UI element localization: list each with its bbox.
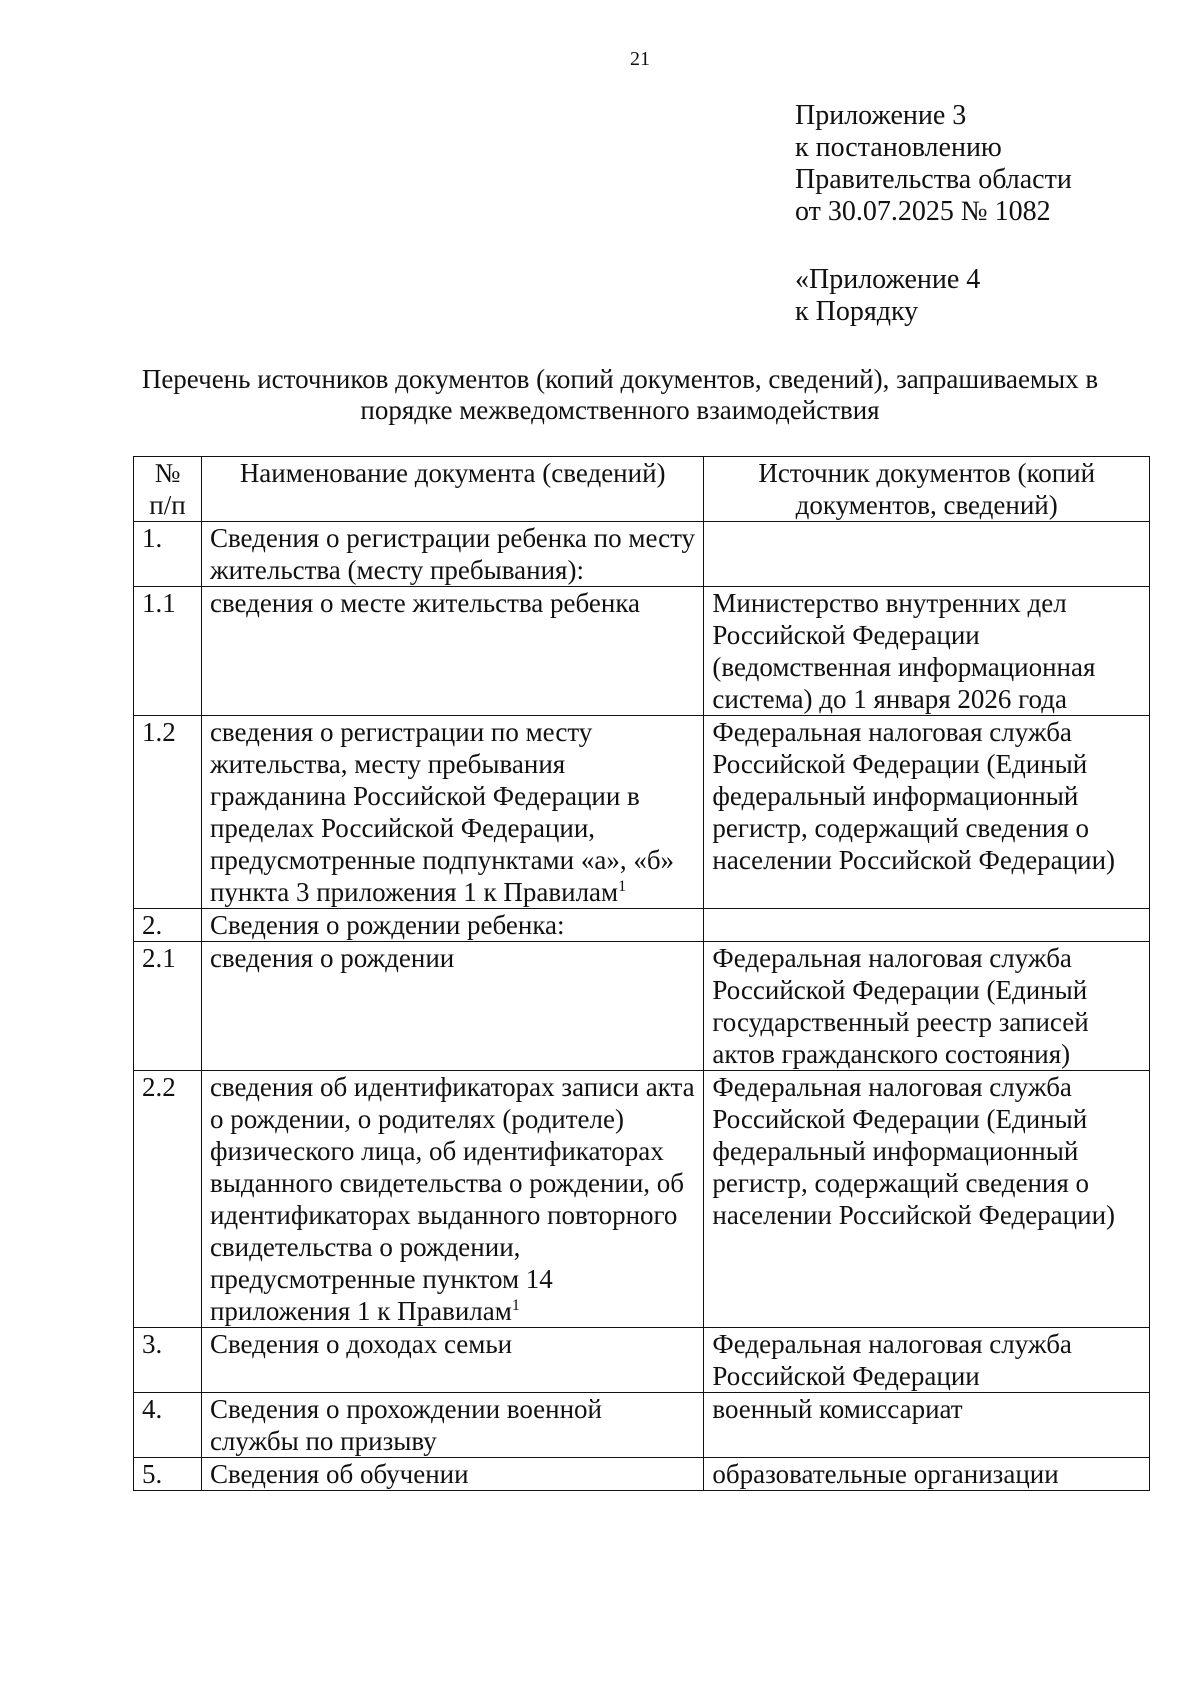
row-num: 2. (134, 909, 202, 942)
attachment-header (795, 100, 1072, 228)
table-row (134, 1458, 1150, 1491)
page-number: 21 (630, 48, 650, 70)
row-name: сведения о рождении (201, 942, 703, 1071)
row-source: Министерство внутренних дел Российской Федерации (ведомственная информационная система) до 1 января 2026 года (704, 587, 1150, 716)
row-source: Федеральная налоговая служба Российской Федерации (Единый федеральный информационный регистр, содержащий сведения о населении Российской Федерации) (704, 716, 1150, 909)
row-name: Сведения о рождении ребенка: (201, 909, 703, 942)
header-name: Наименование документа (сведений) (201, 457, 703, 522)
row-name: Сведения о прохождении военной службы по призыву (201, 1393, 703, 1458)
sources-table (133, 456, 1150, 1491)
row-name (201, 716, 703, 909)
header-source: Источник документов (копий документов, сведений) (704, 457, 1150, 522)
attachment-line: «Приложение 4 (795, 264, 981, 295)
table-header-row (134, 457, 1150, 522)
table-row (134, 716, 1150, 909)
row-source (704, 909, 1150, 942)
table-row (134, 587, 1150, 716)
row-name (201, 1071, 703, 1328)
row-name: сведения о месте жительства ребенка (201, 587, 703, 716)
row-source: Федеральная налоговая служба Российской Федерации (Единый государственный реестр записей актов гражданского состояния) (704, 942, 1150, 1071)
table-row (134, 942, 1150, 1071)
row-source: Федеральная налоговая служба Российской Федерации (Единый федеральный информационный регистр, содержащий сведения о населении Российской Федерации) (704, 1071, 1150, 1328)
table-row (134, 1328, 1150, 1393)
row-num: 1.2 (134, 716, 202, 909)
attachment-line: от 30.07.2025 № 1082 (795, 196, 1051, 227)
row-name: Сведения о доходах семьи (201, 1328, 703, 1393)
row-num: 2.1 (134, 942, 202, 1071)
header-num: № п/п (134, 457, 202, 522)
footnote-ref: 1 (511, 1297, 520, 1314)
row-num: 4. (134, 1393, 202, 1458)
row-num: 2.2 (134, 1071, 202, 1328)
attachment-line: Правительства области (795, 164, 1072, 195)
row-name-text: сведения о регистрации по месту жительства, месту пребывания гражданина Российской Федерации в пределах Российской Федерации, предусмотренные подпунктами «а», «б» пункта 3 приложения 1 к Правилам (209, 717, 675, 907)
table-row (134, 522, 1150, 587)
inner-attachment-header (795, 264, 980, 328)
row-source (704, 522, 1150, 587)
attachment-line: к постановлению (795, 132, 1002, 163)
row-num: 1.1 (134, 587, 202, 716)
footnote-ref: 1 (618, 878, 627, 895)
row-num: 5. (134, 1458, 202, 1491)
row-name: Сведения о регистрации ребенка по месту жительства (месту пребывания): (201, 522, 703, 587)
table-row (134, 1393, 1150, 1458)
table-row (134, 1071, 1150, 1328)
table-row (134, 909, 1150, 942)
row-source: Федеральная налоговая служба Российской Федерации (704, 1328, 1150, 1393)
row-name-text: сведения об идентификаторах записи акта о рождении, о родителях (родителе) физического лица, об идентификаторах выданного свидетельства о рождении, об идентификаторах выданного повторного свидетельства о рождении, предусмотренные пунктом 14 приложения 1 к Правилам (209, 1072, 695, 1326)
attachment-line: Приложение 3 (795, 100, 967, 131)
row-num: 3. (134, 1328, 202, 1393)
document-title: Перечень источников документов (копий документов, сведений), запрашиваемых в порядке межведомственного взаимодействия (141, 364, 1099, 425)
attachment-line: к Порядку (795, 296, 919, 327)
row-name: Сведения об обучении (201, 1458, 703, 1491)
row-source: военный комиссариат (704, 1393, 1150, 1458)
row-source: образовательные организации (704, 1458, 1150, 1491)
row-num: 1. (134, 522, 202, 587)
